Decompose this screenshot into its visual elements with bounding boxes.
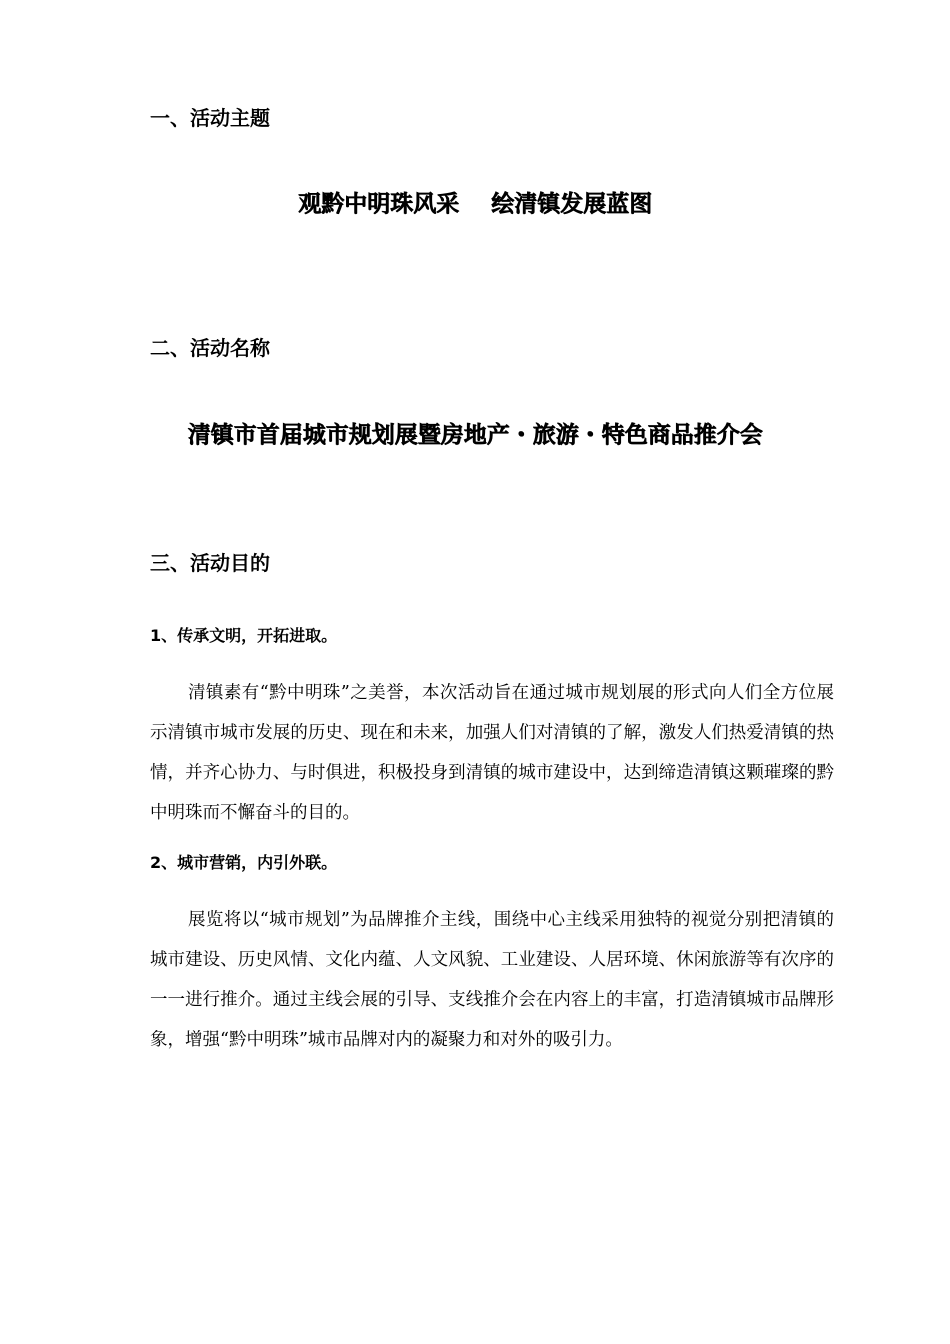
purpose-point-1-title: 1、传承文明，开拓进取。 bbox=[150, 626, 338, 645]
purpose-point-2-title: 2、城市营销，内引外联。 bbox=[150, 853, 338, 872]
section-heading-name: 二、活动名称 bbox=[150, 336, 270, 360]
purpose-point-1-body: 清镇素有“黔中明珠”之美誉，本次活动旨在通过城市规划展的形式向人们全方位展示清镇市城市发展的历史、现在和未来，加强人们对清镇的了解，激发人们热爱清镇的热情，并齐心协力、与时俱进，积极投身到清镇的城市建设中，达到缔造清镇这颗璀璨的黔中明珠而不懈奋斗的目的。 bbox=[150, 683, 834, 823]
section-heading-purpose: 三、活动目的 bbox=[150, 551, 270, 575]
section-heading-theme: 一、活动主题 bbox=[150, 106, 270, 130]
activity-name-title: 清镇市首届城市规划展暨房地产・旅游・特色商品推介会 bbox=[187, 422, 763, 448]
activity-theme-title: 观黔中明珠风采 绘清镇发展蓝图 bbox=[297, 191, 653, 217]
purpose-point-2-body: 展览将以“城市规划”为品牌推介主线，围绕中心主线采用独特的视觉分别把清镇的城市建设、历史风情、文化内蕴、人文风貌、工业建设、人居环境、休闲旅游等有次序的一一进行推介。通过主线会展的引导、支线推介会在内容上的丰富，打造清镇城市品牌形象，增强“黔中明珠”城市品牌对内的凝聚力和对外的吸引力。 bbox=[150, 910, 834, 1050]
